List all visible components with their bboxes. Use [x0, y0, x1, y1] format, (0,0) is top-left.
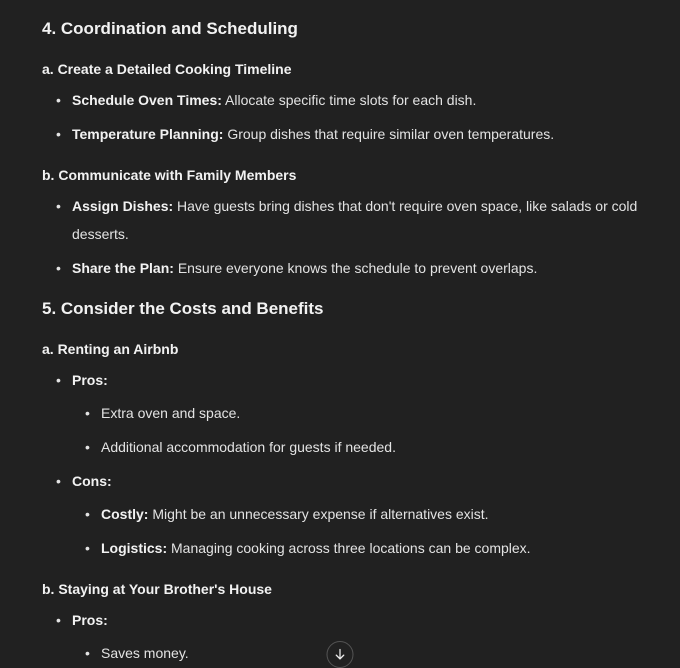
bullet-list [42, 192, 650, 282]
list-item-label: Temperature Planning: [72, 126, 224, 142]
list-item [72, 192, 650, 248]
list-item [72, 86, 650, 114]
list-item-label: Costly: [101, 506, 149, 522]
list-item-text: Allocate specific time slots for each dish. [225, 92, 477, 108]
list-item-label: Cons: [72, 473, 112, 489]
list-item [72, 254, 650, 282]
list-item-label: Assign Dishes: [72, 198, 174, 214]
subsection-heading-brothers-house: b. Staying at Your Brother's House [42, 581, 272, 597]
subsection-heading-timeline: a. Create a Detailed Cooking Timeline [42, 61, 292, 77]
subsection-heading-communicate: b. Communicate with Family Members [42, 167, 297, 183]
list-item [101, 433, 650, 461]
section-heading-costs: 5. Consider the Costs and Benefits [42, 299, 324, 318]
list-item-text: Additional accommodation for guests if needed. [101, 439, 396, 455]
nested-bullet-list [72, 399, 650, 461]
list-item-pros [72, 366, 650, 461]
list-item-text: Saves money. [101, 645, 189, 661]
list-item-label: Pros: [72, 372, 108, 388]
list-item-label: Share the Plan: [72, 260, 174, 276]
nested-bullet-list [72, 639, 650, 667]
list-item-cons [72, 467, 650, 562]
arrow-down-icon [333, 647, 348, 662]
list-item [72, 120, 650, 148]
list-item-text: Might be an unnecessary expense if alternatives exist. [152, 506, 489, 522]
list-item-label: Schedule Oven Times: [72, 92, 222, 108]
list-item-pros [72, 606, 650, 667]
list-item-text: Have guests bring dishes that don't require oven space, like salads or cold desserts. [72, 198, 638, 242]
list-item [101, 639, 650, 667]
subsection-heading-airbnb: a. Renting an Airbnb [42, 341, 179, 357]
list-item-text: Group dishes that require similar oven temperatures. [227, 126, 555, 142]
bullet-list [42, 366, 650, 562]
list-item [101, 500, 650, 528]
list-item [101, 534, 650, 562]
list-item-text: Managing cooking across three locations can be complex. [171, 540, 531, 556]
list-item-text: Ensure everyone knows the schedule to prevent overlaps. [177, 260, 538, 276]
section-heading-coordination: 4. Coordination and Scheduling [42, 19, 298, 38]
list-item-label: Logistics: [101, 540, 168, 556]
nested-bullet-list [72, 500, 650, 562]
list-item-text: Extra oven and space. [101, 405, 241, 421]
list-item [101, 399, 650, 427]
scroll-to-bottom-button[interactable] [327, 641, 354, 668]
list-item-label: Pros: [72, 612, 108, 628]
bullet-list [42, 86, 650, 148]
